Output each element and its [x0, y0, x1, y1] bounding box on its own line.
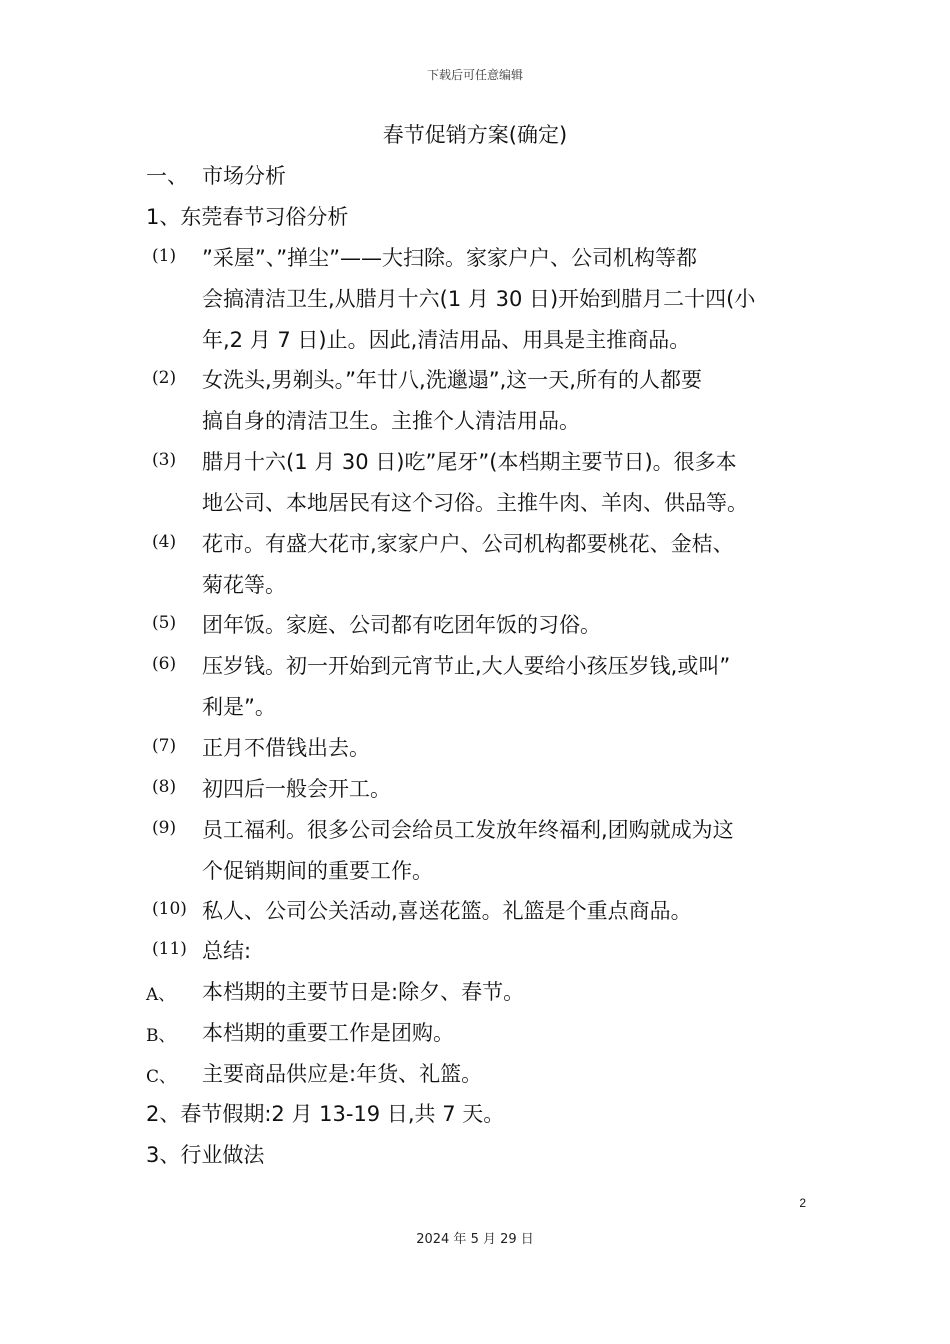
item-number: (7) — [152, 736, 177, 756]
item-line: 花市。有盛大花市,家家户户、公司机构都要桃花、金桔、 — [202, 532, 734, 556]
item-number: (10) — [152, 899, 187, 919]
summary-text: 本档期的重要工作是团购。 — [202, 1021, 454, 1045]
item-number: (9) — [152, 818, 177, 838]
subsection-heading: 3、行业做法 — [146, 1143, 265, 1167]
item-number: (2) — [152, 368, 177, 388]
item-line: 地公司、本地居民有这个习俗。主推牛肉、羊肉、供品等。 — [202, 491, 748, 515]
item-line: 会搞清洁卫生,从腊月十六(1 月 30 日)开始到腊月二十四(小 — [202, 287, 756, 311]
item-number: (5) — [152, 613, 177, 633]
header-note: 下载后可任意编辑 — [426, 68, 523, 82]
item-line: 员工福利。很多公司会给员工发放年终福利,团购就成为这 — [202, 818, 734, 842]
section-heading: 市场分析 — [202, 164, 286, 188]
item-line: 团年饭。家庭、公司都有吃团年饭的习俗。 — [202, 613, 601, 637]
item-number: (1) — [152, 246, 177, 266]
footer-date: 2024 年 5 月 29 日 — [416, 1232, 534, 1247]
item-number: (4) — [152, 532, 177, 552]
summary-text: 本档期的主要节日是:除夕、春节。 — [202, 980, 525, 1004]
subsection-heading: 2、春节假期:2 月 13-19 日,共 7 天。 — [146, 1102, 505, 1126]
item-line: 私人、公司公关活动,喜送花篮。礼篮是个重点商品。 — [202, 899, 692, 923]
item-line: ”采屋”、”掸尘”——大扫除。家家户户、公司机构等都 — [202, 246, 698, 270]
summary-label: A、 — [146, 985, 176, 1005]
item-line: 压岁钱。初一开始到元宵节止,大人要给小孩压岁钱,或叫” — [202, 654, 731, 678]
summary-label: C、 — [146, 1067, 177, 1087]
item-line: 搞自身的清洁卫生。主推个人清洁用品。 — [202, 409, 580, 433]
item-number: (8) — [152, 777, 177, 797]
document-title: 春节促销方案(确定) — [382, 123, 568, 147]
item-line: 初四后一般会开工。 — [202, 777, 391, 801]
item-line: 年,2 月 7 日)止。因此,清洁用品、用具是主推商品。 — [202, 328, 691, 352]
item-line: 个促销期间的重要工作。 — [202, 859, 433, 883]
item-line: 利是”。 — [202, 695, 276, 719]
item-number: (3) — [152, 450, 177, 470]
item-line: 腊月十六(1 月 30 日)吃”尾牙”(本档期主要节日)。很多本 — [202, 450, 737, 474]
section-number: 一、 — [146, 164, 188, 188]
item-line: 正月不借钱出去。 — [202, 736, 370, 760]
summary-label: B、 — [146, 1026, 176, 1046]
summary-text: 主要商品供应是:年货、礼篮。 — [202, 1062, 483, 1086]
subsection-heading: 1、东莞春节习俗分析 — [146, 205, 349, 229]
item-line: 菊花等。 — [202, 573, 286, 597]
item-line: 总结: — [202, 939, 252, 963]
item-number: (6) — [152, 654, 177, 674]
page-number: 2 — [799, 1196, 806, 1210]
item-number: (11) — [152, 939, 187, 959]
item-line: 女洗头,男剃头。”年廿八,洗邋遢”,这一天,所有的人都要 — [202, 368, 702, 392]
